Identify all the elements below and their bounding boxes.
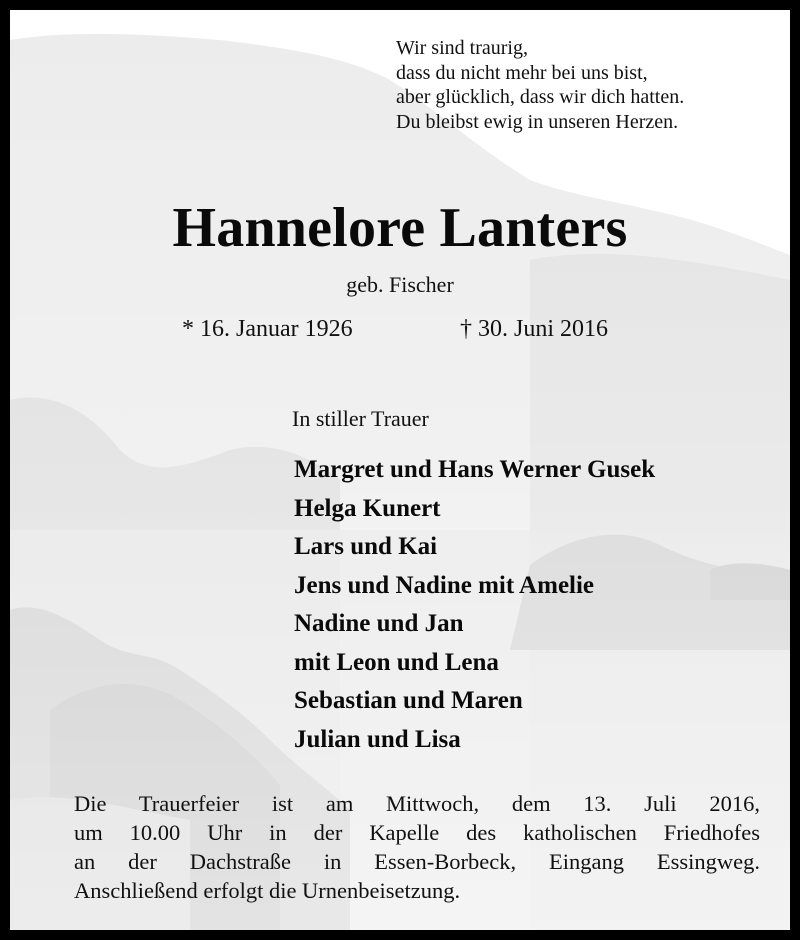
mourners-list: [294, 451, 655, 759]
service-line: um 10.00 Uhr in der Kapelle des katholischen Friedhofes: [74, 820, 760, 845]
death-date: † 30. Juni 2016: [460, 316, 609, 342]
mourner-entry: Julian und Lisa: [294, 725, 461, 753]
poem-line: Du bleibst ewig in unseren Herzen.: [396, 110, 679, 133]
mourning-intro: In stiller Trauer: [292, 406, 429, 431]
birth-date: * 16. Januar 1926: [182, 316, 353, 342]
mourner-entry: Lars und Kai: [294, 533, 438, 560]
mourner-entry: mit Leon und Lena: [294, 648, 499, 676]
service-line: an der Dachstraße in Essen-Borbeck, Eingang Essingweg.: [74, 849, 760, 874]
deceased-name: Hannelore Lanters: [172, 197, 628, 259]
poem-line: dass du nicht mehr bei uns bist,: [396, 61, 648, 84]
poem: [396, 36, 684, 134]
mourner-entry: Nadine und Jan: [294, 610, 464, 637]
service-line: Die Trauerfeier ist am Mittwoch, dem 13. Juli 2016,: [74, 791, 760, 816]
mourner-entry: Jens und Nadine mit Amelie: [294, 571, 595, 599]
maiden-name: geb. Fischer: [346, 272, 454, 297]
poem-line: aber glücklich, dass wir dich hatten.: [396, 86, 685, 108]
mourner-entry: Helga Kunert: [294, 494, 441, 522]
mourner-entry: Sebastian und Maren: [294, 687, 523, 714]
mourner-entry: Margret und Hans Werner Gusek: [294, 456, 656, 483]
funeral-service-details: [74, 789, 760, 905]
poem-line: Wir sind traurig,: [396, 37, 528, 59]
service-line: Anschließend erfolgt die Urnenbeisetzung.: [74, 878, 461, 903]
